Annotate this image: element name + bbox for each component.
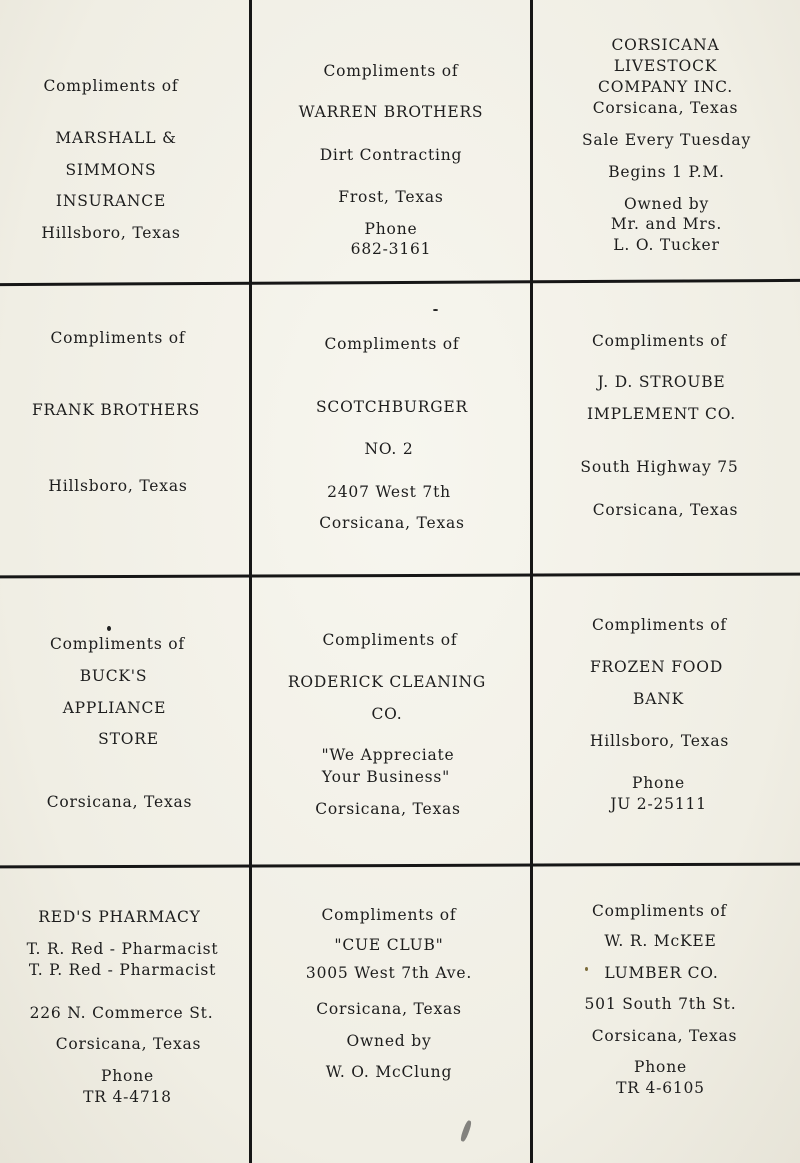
ad-line: 682-3161 xyxy=(350,240,432,258)
ad-line: TR 4-4718 xyxy=(83,1088,172,1106)
ad-line: Phone xyxy=(364,220,418,238)
ad-cue-club xyxy=(252,867,530,1163)
ad-line: Compliments of xyxy=(321,906,457,924)
ink-speck xyxy=(433,309,438,311)
ad-line: INSURANCE xyxy=(55,192,167,210)
ink-speck xyxy=(585,967,588,971)
ad-line: SIMMONS xyxy=(65,161,157,179)
ad-line: Corsicana, Texas xyxy=(315,800,461,818)
ad-line: COMPANY INC. xyxy=(598,78,733,96)
ad-line: NO. 2 xyxy=(364,440,414,458)
ad-corsicana-livestock xyxy=(533,0,800,281)
ad-line: Compliments of xyxy=(324,335,460,353)
ad-line: L. O. Tucker xyxy=(613,236,720,254)
ad-line: Phone xyxy=(632,774,685,792)
ad-line: 501 South 7th St. xyxy=(584,995,737,1013)
ad-line: Dirt Contracting xyxy=(319,146,463,164)
ad-line: W. O. McClung xyxy=(325,1063,453,1081)
ad-line: W. R. McKEE xyxy=(604,932,717,950)
ad-line: STORE xyxy=(98,730,159,748)
ad-line: Hillsboro, Texas xyxy=(41,224,181,242)
ad-line: Frost, Texas xyxy=(338,188,444,206)
ad-marshall-simmons xyxy=(0,0,249,281)
ad-scotchburger xyxy=(252,284,530,574)
ad-line: Compliments of xyxy=(50,635,185,653)
ad-line: WARREN BROTHERS xyxy=(298,103,484,121)
ad-roderick-cleaning xyxy=(252,577,530,864)
ad-reds-pharmacy xyxy=(0,867,249,1163)
ad-line: Phone xyxy=(634,1058,687,1076)
ad-warren-brothers xyxy=(252,0,530,281)
ad-line: Corsicana, Texas xyxy=(316,1000,462,1018)
ad-line: Hillsboro, Texas xyxy=(589,732,730,750)
ad-frozen-food-bank xyxy=(533,577,800,864)
ad-line: CORSICANA xyxy=(611,36,720,54)
ad-line: Begins 1 P.M. xyxy=(608,163,725,181)
ad-line: Compliments of xyxy=(592,332,727,350)
ad-line: South Highway 75 xyxy=(580,458,739,476)
ad-line: Mr. and Mrs. xyxy=(610,215,723,233)
ad-line: Owned by xyxy=(346,1032,432,1050)
ad-line: TR 4-6105 xyxy=(616,1079,705,1097)
ad-line: Corsicana, Texas xyxy=(592,501,739,519)
ad-line: LUMBER CO. xyxy=(604,964,719,982)
ad-line: 2407 West 7th xyxy=(327,483,451,501)
ad-bucks-appliance xyxy=(0,577,249,864)
ad-line: MARSHALL & xyxy=(55,129,177,147)
ad-line: T. R. Red - Pharmacist xyxy=(26,940,219,958)
ad-line: BANK xyxy=(633,690,684,708)
ad-line: Compliments of xyxy=(50,329,186,347)
ad-line: RODERICK CLEANING xyxy=(287,673,487,691)
ad-line: FRANK BROTHERS xyxy=(31,401,201,419)
ad-line: APPLIANCE xyxy=(62,699,167,717)
ad-line: 3005 West 7th Ave. xyxy=(305,964,473,982)
ad-line: Compliments of xyxy=(322,631,458,649)
ad-line: LIVESTOCK xyxy=(613,57,718,75)
ad-line: Sale Every Tuesday xyxy=(581,131,752,149)
ad-line: JU 2-25111 xyxy=(610,795,707,813)
ad-line: "We Appreciate xyxy=(321,746,455,764)
ad-line: RED'S PHARMACY xyxy=(38,908,201,926)
ad-line: CO. xyxy=(371,705,403,723)
ad-line: Phone xyxy=(101,1067,154,1085)
ad-line: Corsicana, Texas xyxy=(591,1027,738,1045)
ad-line: Corsicana, Texas xyxy=(46,793,193,811)
ad-line: Corsicana, Texas xyxy=(55,1035,202,1053)
ad-line: SCOTCHBURGER xyxy=(316,398,468,416)
ad-line: Compliments of xyxy=(43,77,179,95)
ad-line: IMPLEMENT CO. xyxy=(586,405,737,423)
ad-line: 226 N. Commerce St. xyxy=(29,1004,214,1022)
ad-line: "CUE CLUB" xyxy=(334,936,444,954)
ad-frank-brothers xyxy=(0,284,249,574)
ad-line: Compliments of xyxy=(323,62,459,80)
ad-line: Your Business" xyxy=(321,768,451,786)
ad-line: BUCK'S xyxy=(79,667,148,685)
ad-line: J. D. STROUBE xyxy=(597,373,726,391)
ad-line: T. P. Red - Pharmacist xyxy=(28,961,217,979)
ad-mckee-lumber xyxy=(533,867,800,1163)
ad-line: FROZEN FOOD xyxy=(589,658,724,676)
ad-line: Owned by xyxy=(623,195,710,213)
ad-line: Compliments of xyxy=(592,616,727,634)
ad-line: Corsicana, Texas xyxy=(592,99,739,117)
ad-line: Hillsboro, Texas xyxy=(48,477,188,495)
ink-speck xyxy=(107,626,111,631)
ad-stroube-implement xyxy=(533,284,800,574)
ad-line: Compliments of xyxy=(592,902,727,920)
ad-line: Corsicana, Texas xyxy=(319,514,465,532)
